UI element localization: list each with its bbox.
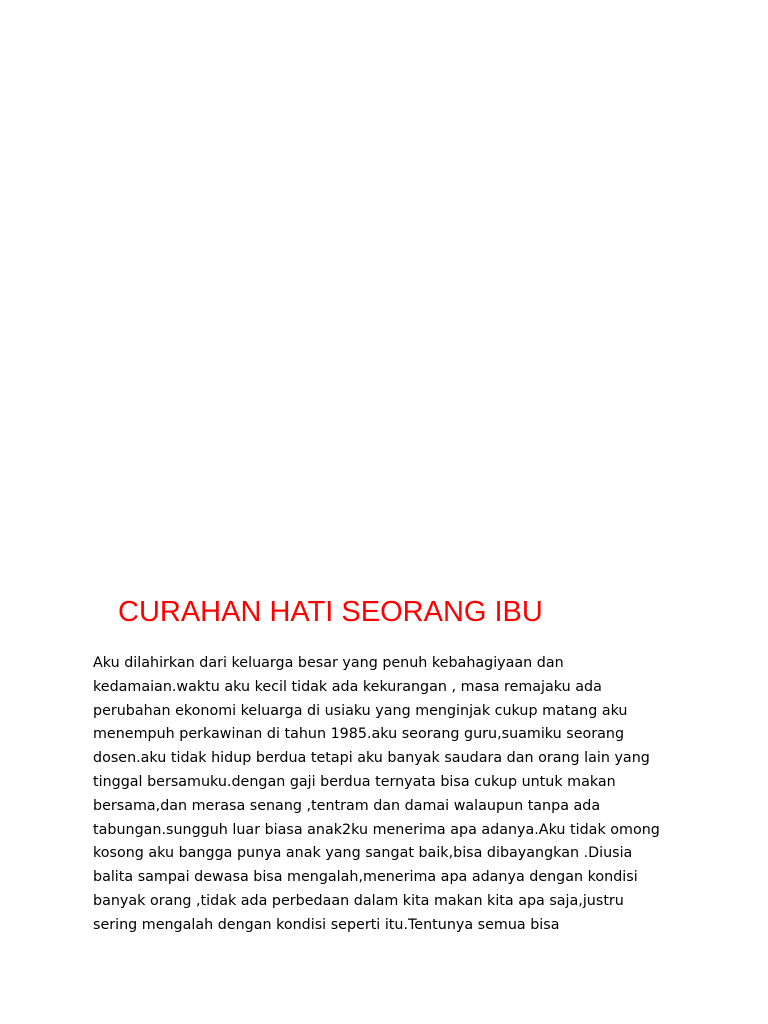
body-line: tabungan.sungguh luar biasa anak2ku menerima apa adanya.Aku tidak omong	[93, 821, 660, 838]
body-line: bersama,dan merasa senang ,tentram dan damai walaupun tanpa ada	[93, 797, 601, 814]
body-line: perubahan ekonomi keluarga di usiaku yang menginjak cukup matang aku	[93, 702, 628, 719]
document-body	[93, 652, 693, 938]
body-line: banyak orang ,tidak ada perbedaan dalam kita makan kita apa saja,justru	[93, 892, 624, 909]
body-line: kedamaian.waktu aku kecil tidak ada kekurangan , masa remajaku ada	[93, 678, 602, 695]
body-line: dosen.aku tidak hidup berdua tetapi aku banyak saudara dan orang lain yang	[93, 750, 650, 767]
document-title: CURAHAN HATI SEORANG IBU	[118, 596, 543, 628]
body-line: kosong aku bangga punya anak yang sangat baik,bisa dibayangkan .Diusia	[93, 845, 633, 862]
body-line: sering mengalah dengan kondisi seperti itu.Tentunya semua bisa	[93, 916, 560, 933]
body-line: menempuh perkawinan di tahun 1985.aku seorang guru,suamiku seorang	[93, 726, 625, 743]
body-line: tinggal bersamuku.dengan gaji berdua ternyata bisa cukup untuk makan	[93, 773, 616, 790]
body-line: Aku dilahirkan dari keluarga besar yang penuh kebahagiyaan dan	[93, 655, 564, 671]
body-line: balita sampai dewasa bisa mengalah,menerima apa adanya dengan kondisi	[93, 869, 638, 886]
